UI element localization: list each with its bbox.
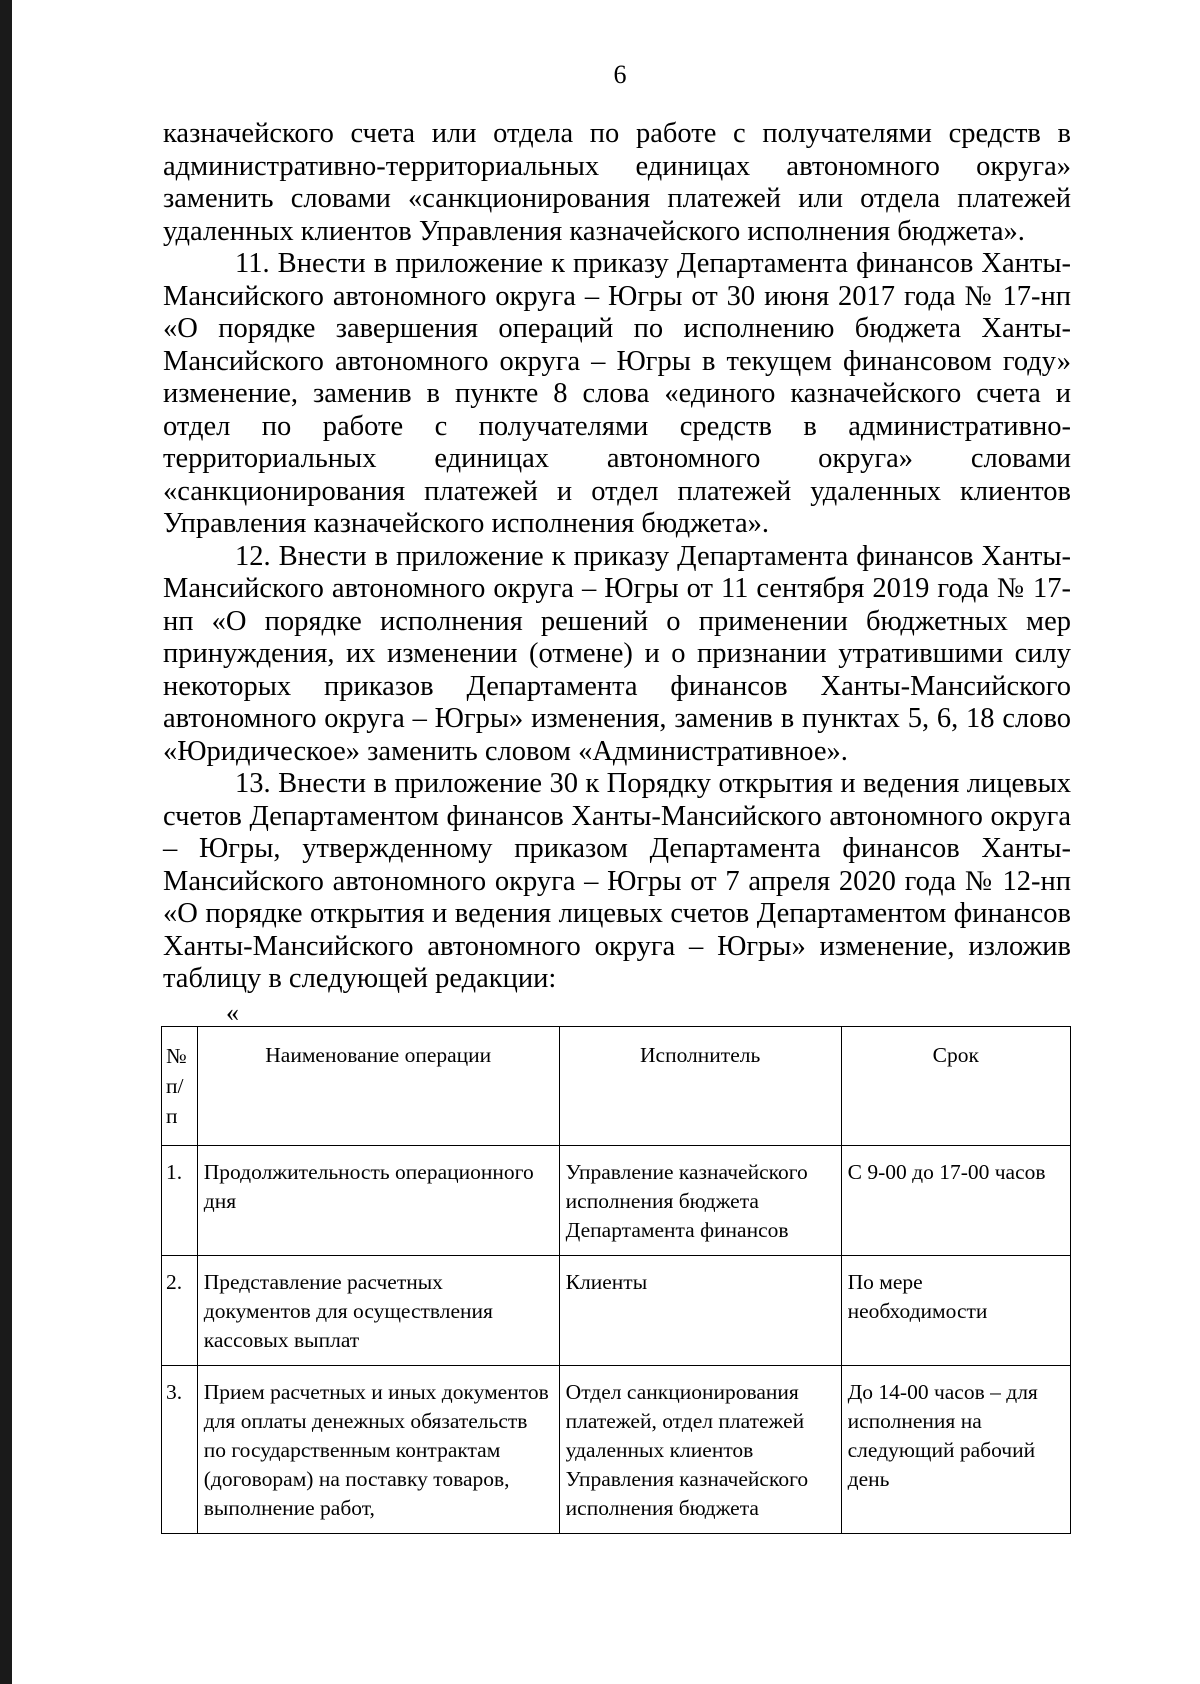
header-number-sign: № bbox=[166, 1044, 187, 1068]
paragraph-item-11: 11. Внести в приложение к приказу Департамента финансов Ханты-Мансийского автономного округа – Югры от 30 июня 2017 года № 17-нп «О порядке завершения операций по исполнению бюджета Ханты-Мансийского автономного округа – Югры в текущем финансовом году» изменение, заменив в пункте 8 слова «единого казначейского счета и отдел по работе с получателями средств в административно-территориальных единицах автономного округа» словами «санкционирования платежей и отдел платежей удаленных клиентов Управления казначейского исполнения бюджета». bbox=[163, 248, 1071, 539]
table-row bbox=[162, 1256, 1071, 1366]
header-operation: Наименование операции bbox=[197, 1027, 559, 1146]
header-number-pp: п/п bbox=[166, 1074, 184, 1128]
header-number bbox=[162, 1027, 198, 1146]
header-executor: Исполнитель bbox=[559, 1027, 841, 1146]
row-executor: Клиенты bbox=[559, 1256, 841, 1366]
row-deadline: С 9-00 до 17-00 часов bbox=[841, 1146, 1070, 1256]
header-deadline: Срок bbox=[841, 1027, 1070, 1146]
document-body bbox=[163, 118, 1071, 996]
operations-table bbox=[161, 1026, 1071, 1534]
row-executor: Отдел санкционирования платежей, отдел платежей удаленных клиентов Управления казначейского исполнения бюджета bbox=[559, 1366, 841, 1534]
row-operation: Прием расчетных и иных документов для оплаты денежных обязательств по государственным контрактам (договорам) на поставку товаров, выполнение работ, bbox=[197, 1366, 559, 1534]
table-row bbox=[162, 1366, 1071, 1534]
row-number: 3. bbox=[162, 1366, 198, 1534]
row-operation: Продолжительность операционного дня bbox=[197, 1146, 559, 1256]
row-executor: Управление казначейского исполнения бюджета Департамента финансов bbox=[559, 1146, 841, 1256]
row-number: 2. bbox=[162, 1256, 198, 1366]
page-number: 6 bbox=[613, 60, 627, 89]
paragraph-item-12: 12. Внести в приложение к приказу Департамента финансов Ханты-Мансийского автономного округа – Югры от 11 сентября 2019 года № 17-нп «О порядке исполнения решений о применении бюджетных мер принуждения, их изменении (отмене) и о признании утратившими силу некоторых приказов Департамента финансов Ханты-Мансийского автономного округа – Югры» изменения, заменив в пунктах 5, 6, 18 слово «Юридическое» заменить словом «Административное». bbox=[163, 540, 1071, 767]
table-row bbox=[162, 1146, 1071, 1256]
scan-edge bbox=[0, 0, 12, 1684]
row-deadline: До 14-00 часов – для исполнения на следующий рабочий день bbox=[841, 1366, 1070, 1534]
opening-quote-mark: « bbox=[226, 998, 239, 1027]
paragraph-continuation: казначейского счета или отдела по работе с получателями средств в административно-территориальных единицах автономного округа» заменить словами «санкционирования платежей или отдела платежей удаленных клиентов Управления казначейского исполнения бюджета». bbox=[163, 118, 1071, 247]
table-header-row bbox=[162, 1027, 1071, 1146]
paragraph-item-13: 13. Внести в приложение 30 к Порядку открытия и ведения лицевых счетов Департаментом финансов Ханты-Мансийского автономного округа – Югры, утвержденному приказом Департамента финансов Ханты-Мансийского автономного округа – Югры от 7 апреля 2020 года № 12-нп «О порядке открытия и ведения лицевых счетов Департаментом финансов Ханты-Мансийского автономного округа – Югры» изменение, изложив таблицу в следующей редакции: bbox=[163, 768, 1071, 994]
row-operation: Представление расчетных документов для осуществления кассовых выплат bbox=[197, 1256, 559, 1366]
row-number: 1. bbox=[162, 1146, 198, 1256]
row-deadline: По мере необходимости bbox=[841, 1256, 1070, 1366]
